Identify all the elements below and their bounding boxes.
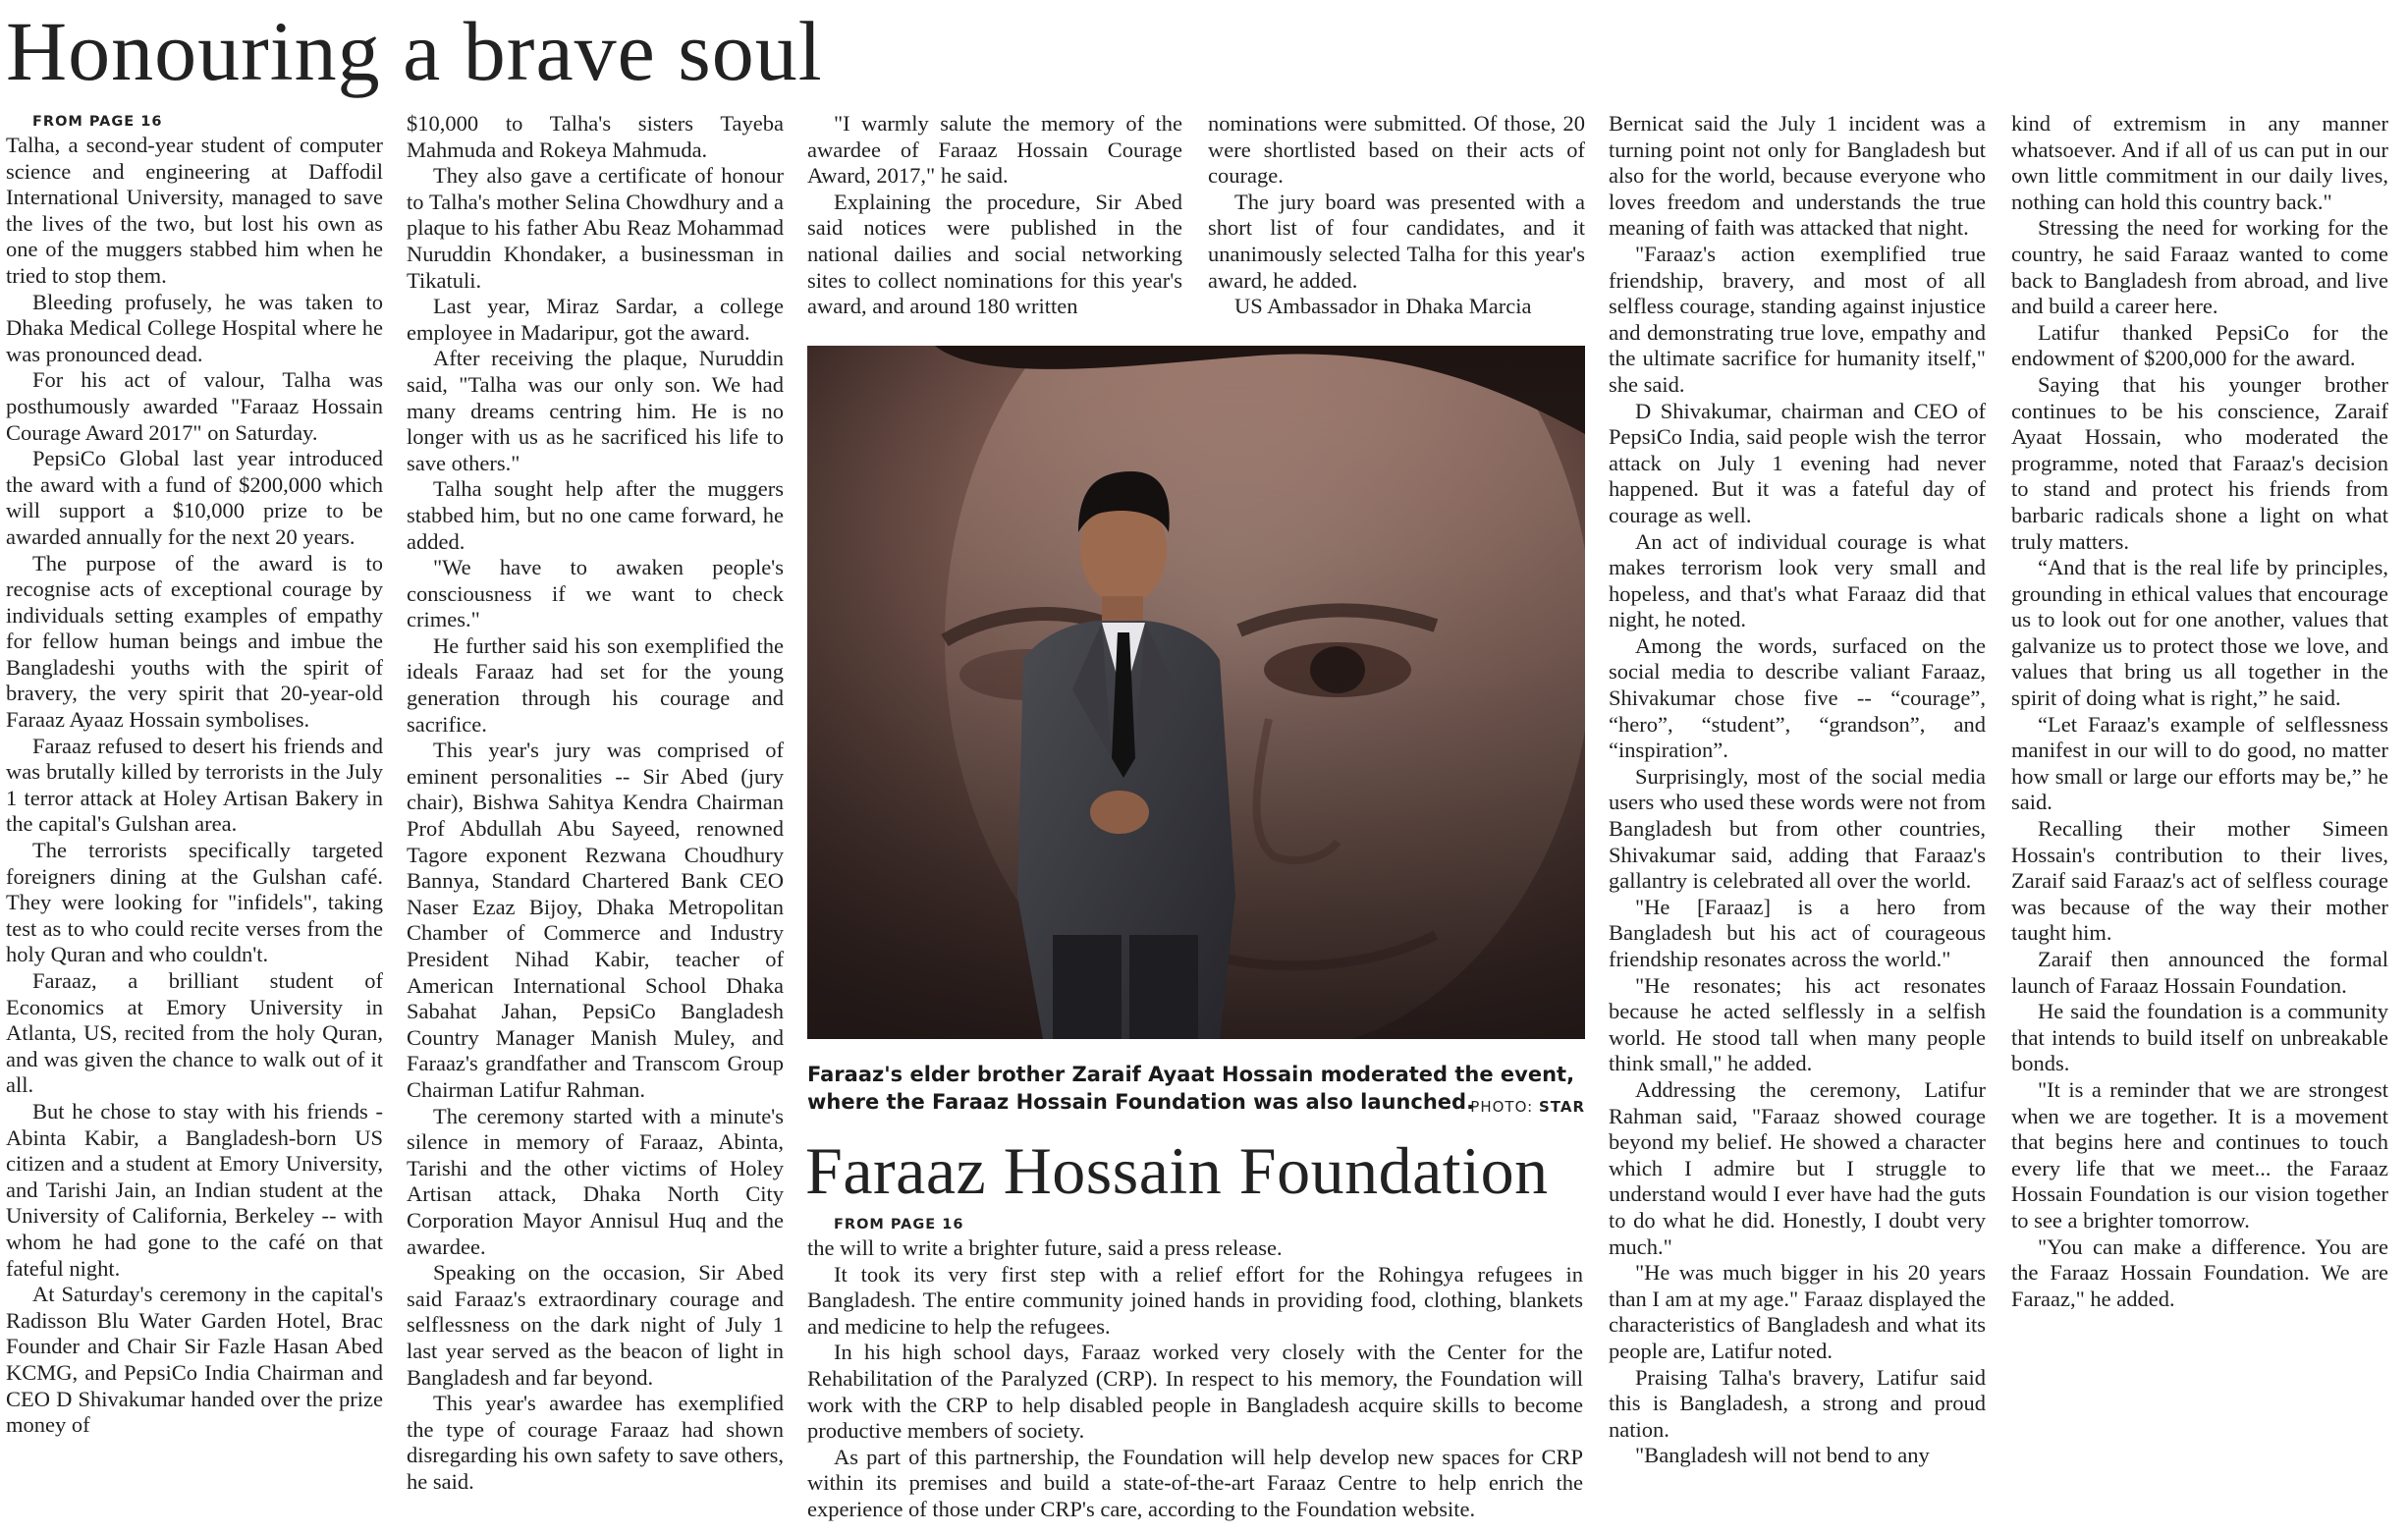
headline: Honouring a brave soul (6, 4, 823, 98)
photo-caption: Faraaz's elder brother Zaraif Ayaat Hossain moderated the event, where the Faraaz Hossain Foundation was also launched. (807, 1063, 1575, 1114)
paragraph: “And that is the real life by principles, grounding in ethical values that encourage us to look out for one another, values that galvanize us to protect those we love, and values that bring us all together in the spirit of doing what is right,” he said. (2011, 555, 2388, 711)
paragraph: Last year, Miraz Sardar, a college employee in Madaripur, got the award. (407, 294, 784, 345)
paragraph: The ceremony started with a minute's silence in memory of Faraaz, Abinta, Tarishi and the other victims of Holey Artisan attack, Dhaka North City Corporation Mayor Annisul Huq and the awardee. (407, 1103, 784, 1259)
from-page-label: FROM PAGE 16 (834, 1217, 964, 1233)
photo-credit (1470, 1098, 1585, 1116)
paragraph: kind of extremism in any manner whatsoever. And if all of us can put in our own little commitment in our daily lives, nothing can hold this country back." (2011, 111, 2388, 214)
paragraph: Stressing the need for working for the country, he said Faraaz wanted to come back to Bangladesh from abroad, and live and build a career here. (2011, 215, 2388, 319)
paragraph: Speaking on the occasion, Sir Abed said Faraaz's extraordinary courage and selflessness on the dark night of July 1 last year served as the beacon of light in Bangladesh and far beyond. (407, 1260, 784, 1390)
paragraph: Talha, a second-year student of computer science and engineering at Daffodil International University, managed to save the lives of the two, but lost his own as one of the muggers stabbed him when he tried to stop them. (6, 133, 383, 288)
paragraph: "Faraaz's action exemplified true friendship, bravery, and most of all selfless courage, standing against injustice and demonstrating true love, empathy and the ultimate sacrifice for humanity itself," she said. (1609, 241, 1986, 397)
paragraph: Bleeding profusely, he was taken to Dhaka Medical College Hospital where he was pronounced dead. (6, 289, 383, 366)
paragraph: Faraaz refused to desert his friends and was brutally killed by terrorists in the July 1 terror attack at Holey Artisan Bakery in the capital's Gulshan area. (6, 733, 383, 837)
article-column-4 (1208, 111, 1585, 320)
paragraph: "Bangladesh will not bend to any (1635, 1443, 1930, 1468)
article-column-2 (407, 111, 784, 1495)
paragraph: D Shivakumar, chairman and CEO of PepsiCo India, said people wish the terror attack on July 1 evening had never happened. But it was a fateful day of courage as well. (1609, 398, 1986, 527)
paragraph: US Ambassador in Dhaka Marcia (1234, 294, 1532, 319)
paragraph: He further said his son exemplified the ideals Faraaz had set for the young generation through his courage and sacrifice. (407, 632, 784, 737)
photo-illustration (807, 346, 1585, 1039)
photo-credit-source: STAR (1538, 1098, 1585, 1116)
paragraph: This year's jury was comprised of eminent personalities -- Sir Abed (jury chair), Bishwa Sahitya Kendra Chairman Prof Abdullah Abu Sayeed, renowned Tagore exponent Rezwana Choudhury Bannya, Standard Chartered Bank CEO Naser Ezaz Bijoy, Dhaka Metropolitan Chamber of Commerce and Industry President Nihad Kabir, teacher of American International School Dhaka Sabahat Jahan, PepsiCo Bangladesh Country Manager Manish Muley, and Faraaz's grandfather and Transcom Group Chairman Latifur Rahman. (407, 738, 784, 1102)
paragraph: He said the foundation is a community that intends to build itself on unbreakable bonds. (2011, 999, 2388, 1076)
paragraph: As part of this partnership, the Foundation will help develop new spaces for CRP within its premises and build a state-of-the-art Faraaz Centre to help enrich the experience of those under CRP's care, according to the Foundation website. (807, 1444, 1583, 1521)
paragraph: PepsiCo Global last year introduced the award with a fund of $200,000 which will support a $10,000 prize to be awarded annually for the next 20 years. (6, 446, 383, 549)
paragraph: nominations were submitted. Of those, 20 were shortlisted based on their acts of courage. (1208, 111, 1585, 189)
paragraph: "You can make a difference. You are the Faraaz Hossain Foundation. We are Faraaz," he added. (2011, 1233, 2388, 1311)
paragraph: “Let Faraaz's example of selflessness manifest in our will to do good, no matter how small or large our efforts may be,” he said. (2011, 711, 2388, 815)
paragraph: "It is a reminder that we are strongest when we are together. It is a movement that begins here and continues to touch every life that we meet... the Faraaz Hossain Foundation is our vision together to see a brighter tomorrow. (2011, 1076, 2388, 1233)
paragraph: "He was much bigger in his 20 years than I am at my age." Faraaz displayed the characteristics of Bangladesh and what its people are, Latifur noted. (1609, 1260, 1986, 1363)
paragraph: "He [Faraaz] is a hero from Bangladesh but his act of courageous friendship resonates across the world." (1609, 894, 1986, 971)
article-column-6 (2011, 111, 2388, 1312)
paragraph: Bernicat said the July 1 incident was a turning point not only for Bangladesh but also for the world, because everyone who loves freedom and understands the true meaning of faith was attacked that night. (1609, 111, 1986, 241)
paragraph: Surprisingly, most of the social media users who used these words were not from Bangladesh but from other countries, Shivakumar said, adding that Faraaz's gallantry is celebrated all over the world. (1609, 763, 1986, 894)
paragraph: After receiving the plaque, Nuruddin said, "Talha was our only son. We had many dreams centring him. He is no longer with us as he sacrificed his life to save others." (407, 346, 784, 475)
paragraph: They also gave a certificate of honour to Talha's mother Selina Chowdhury and a plaque to his father Abu Reaz Mohammad Nuruddin Khondaker, a businessman in Tikatuli. (407, 163, 784, 293)
paragraph: It took its very first step with a relief effort for the Rohingya refugees in Bangladesh. The entire community joined hands in providing food, clothing, blankets and medicine to help the refugees. (807, 1261, 1583, 1339)
paragraph: The terrorists specifically targeted foreigners dining at the Gulshan café. They were looking for "infidels", taking test as to who could recite verses from the holy Quran and who couldn't. (6, 838, 383, 967)
paragraph: But he chose to stay with his friends - Abinta Kabir, a Bangladesh-born US citizen and a student at Emory University, and Tarishi Jain, an Indian student at the University of California, Berkeley -- with whom he had gone to the café on that fateful night. (6, 1098, 383, 1281)
paragraph: Latifur thanked PepsiCo for the endowment of $200,000 for the award. (2011, 319, 2388, 371)
article-column-1 (6, 111, 383, 1439)
event-photo (807, 346, 1585, 1039)
photo-credit-label: PHOTO: (1470, 1098, 1534, 1116)
paragraph: This year's awardee has exemplified the type of courage Faraaz had shown disregarding his own safety to save others, he said. (407, 1391, 784, 1494)
paragraph: The purpose of the award is to recognise acts of exceptional courage by individuals setting examples of empathy for fellow human beings and imbue the Bangladeshi youths with the spirit of bravery, the very spirit that 20-year-old Faraaz Ayaaz Hossain symbolises. (6, 550, 383, 733)
paragraph: At Saturday's ceremony in the capital's Radisson Blu Water Garden Hotel, Brac Founder and Chair Sir Fazle Hasan Abed KCMG, and PepsiCo India Chairman and CEO D Shivakumar handed over the prize money of (6, 1282, 383, 1438)
paragraph: Among the words, surfaced on the social media to describe valiant Faraaz, Shivakumar chose five -- “courage”, “hero”, “student”, “grandson”, and “inspiration”. (1609, 632, 1986, 763)
paragraph: For his act of valour, Talha was posthumously awarded "Faraaz Hossain Courage Award 2017" on Saturday. (6, 367, 383, 445)
paragraph: Zaraif then announced the formal launch of Faraaz Hossain Foundation. (2011, 947, 2388, 998)
paragraph: Recalling their mother Simeen Hossain's contribution to their lives, Zaraif said Faraaz's act of selfless courage was because of the way their mother taught him. (2011, 816, 2388, 946)
paragraph: Explaining the procedure, Sir Abed said notices were published in the national dailies and social networking sites to collect nominations for this year's award, and around 180 written (807, 189, 1182, 319)
paragraph: Faraaz, a brilliant student of Economics at Emory University in Atlanta, US, recited from the holy Quran, and was given the chance to walk out of it all. (6, 968, 383, 1098)
paragraph: "I warmly salute the memory of the awardee of Faraaz Hossain Courage Award, 2017," he said. (807, 111, 1182, 189)
paragraph: An act of individual courage is what makes terrorism look very small and hopeless, and that's what Faraaz did that night, he noted. (1609, 528, 1986, 632)
paragraph: Addressing the ceremony, Latifur Rahman said, "Faraaz showed courage beyond my belief. He showed a character which I admire but I struggle to understand would I ever have had the guts to do what he did. Honestly, I doubt very much." (1609, 1076, 1986, 1259)
from-page-label: FROM PAGE 16 (32, 114, 163, 130)
paragraph: Praising Talha's bravery, Latifur said this is Bangladesh, a strong and proud nation. (1609, 1364, 1986, 1442)
paragraph: "He resonates; his act resonates because he acted selflessly in a selfish world. He stood tall when many people think small," he added. (1609, 972, 1986, 1076)
paragraph: "We have to awaken people's consciousness if we want to check crimes." (407, 555, 784, 632)
article-column-5 (1609, 111, 1986, 1469)
paragraph: the will to write a brighter future, said a press release. (807, 1235, 1283, 1260)
subhead: Faraaz Hossain Foundation (805, 1133, 1549, 1208)
article-column-3 (807, 111, 1182, 320)
paragraph: $10,000 to Talha's sisters Tayeba Mahmuda and Rokeya Mahmuda. (407, 111, 784, 162)
paragraph: The jury board was presented with a short list of four candidates, and it unanimously selected Talha for this year's award, he added. (1208, 189, 1585, 293)
paragraph: Talha sought help after the muggers stabbed him, but no one came forward, he added. (407, 476, 784, 554)
foundation-article (807, 1214, 1583, 1523)
paragraph: Saying that his younger brother continues to be his conscience, Zaraif Ayaat Hossain, who moderated the programme, noted that Faraaz's decision to stand and protect his friends from barbaric radicals shone a light on what truly matters. (2011, 371, 2388, 554)
paragraph: In his high school days, Faraaz worked very closely with the Center for the Rehabilitation of the Paralyzed (CRP). In respect to his memory, the Foundation will work with the CRP to help disabled people in Bangladesh acquire skills to become productive members of society. (807, 1340, 1583, 1444)
